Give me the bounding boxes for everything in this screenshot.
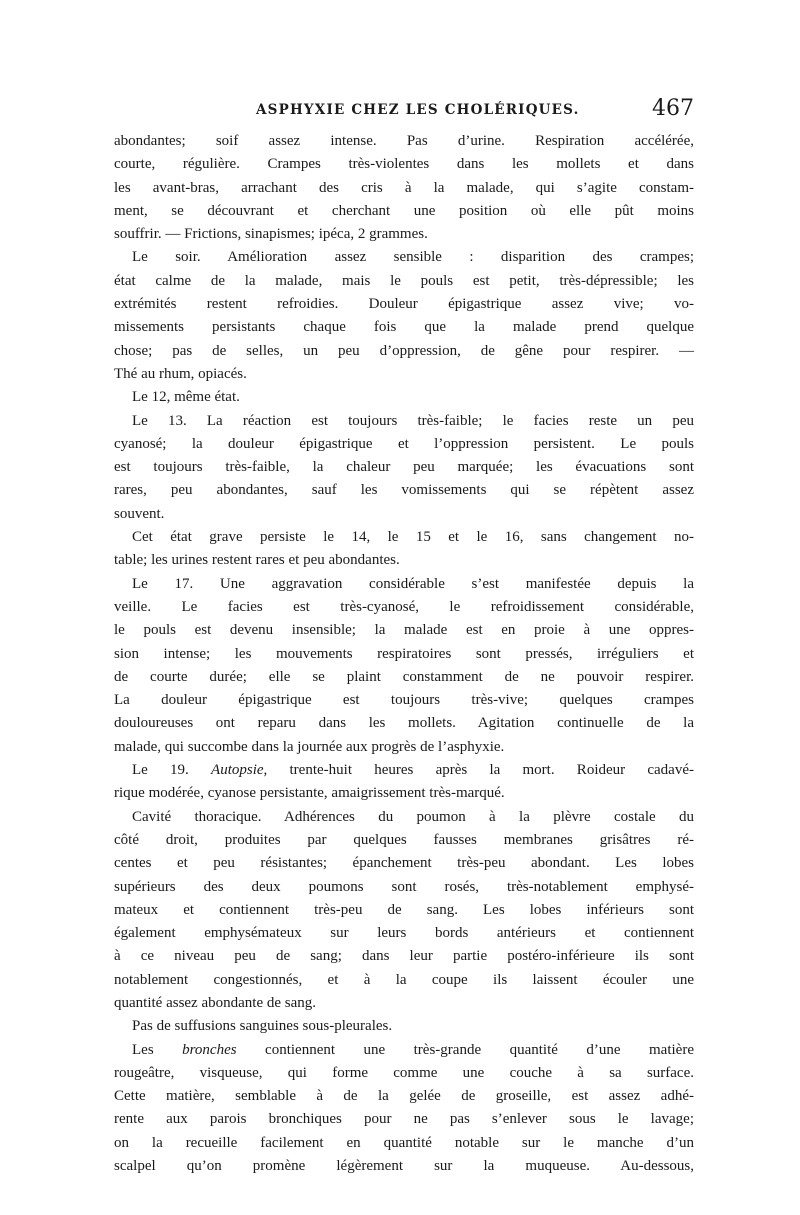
- text-line: veille. Le facies est très-cyanosé, le refroidissement considérable,: [114, 598, 694, 615]
- text-line: également emphysémateux sur leurs bords antérieurs et contiennent: [114, 925, 694, 942]
- text-line: Cavité thoracique. Adhérences du poumon à la plèvre costale du: [132, 808, 694, 825]
- text-line: on la recueille facilement en quantité notable sur le manche d’un: [114, 1134, 694, 1151]
- text-line: les avant-bras, arrachant des cris à la malade, qui s’agite constam-: [114, 179, 694, 196]
- text-line: Le 13. La réaction est toujours très-faible; le facies reste un peu: [132, 412, 694, 429]
- text-line: Cette matière, semblable à de la gelée de groseille, est assez adhé-: [114, 1088, 694, 1105]
- text-segment: Le 19.: [132, 762, 212, 779]
- text-segment: contiennent une très-grande quantité d’une matière: [236, 1041, 694, 1058]
- text-line: rique modérée, cyanose persistante, amaigrissement très-marqué.: [114, 785, 505, 802]
- text-line: sion intense; les mouvements respiratoires sont pressés, irréguliers et: [114, 645, 694, 662]
- text-line: cyanosé; la douleur épigastrique et l’oppression persistent. Le pouls: [114, 435, 694, 452]
- text-line: douloureuses ont reparu dans les mollets. Agitation continuelle de la: [114, 715, 694, 732]
- text-segment: Les: [132, 1041, 183, 1058]
- text-line: le pouls est devenu insensible; la malade est en proie à une oppres-: [114, 622, 694, 639]
- body-text: [114, 130, 694, 1178]
- text-line: table; les urines restent rares et peu abondantes.: [114, 552, 400, 569]
- text-line: chose; pas de selles, un peu d’oppression, de gêne pour respirer. —: [114, 342, 694, 359]
- text-line: courte, régulière. Crampes très-violentes dans les mollets et dans: [114, 156, 694, 173]
- text-line: rares, peu abondantes, sauf les vomissements qui se répètent assez: [114, 482, 694, 499]
- text-line: supérieurs des deux poumons sont rosés, très-notablement emphysé-: [114, 878, 694, 895]
- text-line: ment, se découvrant et cherchant une position où elle pût moins: [114, 202, 694, 219]
- text-line: extrémités restent refroidies. Douleur épigastrique assez vive; vo-: [114, 296, 694, 313]
- text-line: scalpel qu’on promène légèrement sur la muqueuse. Au-dessous,: [114, 1158, 694, 1175]
- book-page: [114, 96, 694, 1178]
- text-line: mateux et contiennent très-peu de sang. Les lobes inférieurs sont: [114, 901, 694, 918]
- italic-term: bronches: [182, 1041, 237, 1058]
- text-line: rente aux parois bronchiques pour ne pas s’enlever sous le lavage;: [114, 1111, 694, 1128]
- text-line: Le 12, même état.: [132, 389, 240, 406]
- text-line: quantité assez abondante de sang.: [114, 994, 317, 1011]
- text-line: état calme de la malade, mais le pouls est petit, très-dépressible; les: [114, 272, 694, 289]
- text-line: [114, 1039, 694, 1062]
- text-line: côté droit, produites par quelques fausses membranes grisâtres ré-: [114, 831, 694, 848]
- italic-term: Autopsie: [211, 762, 264, 779]
- text-line: Pas de suffusions sanguines sous-pleurales.: [132, 1018, 393, 1035]
- text-line: notablement congestionnés, et à la coupe ils laissent écouler une: [114, 971, 694, 988]
- text-line: souvent.: [114, 505, 165, 522]
- text-line: Le soir. Amélioration assez sensible : disparition des crampes;: [132, 249, 694, 266]
- running-head: ASPHYXIE CHEZ LES CHOLÉRIQUES.: [256, 102, 580, 118]
- text-line: de courte durée; elle se plaint constamment de ne pouvoir respirer.: [114, 668, 694, 685]
- text-line: Thé au rhum, opiacés.: [114, 365, 247, 382]
- text-line: Le 17. Une aggravation considérable s’est manifestée depuis la: [132, 575, 694, 592]
- page-number: 467: [652, 96, 694, 121]
- page-header: [114, 96, 694, 130]
- text-line: rougeâtre, visqueuse, qui forme comme une couche à sa surface.: [114, 1064, 694, 1081]
- text-line: La douleur épigastrique est toujours très-vive; quelques crampes: [114, 692, 694, 709]
- text-line: centes et peu résistantes; épanchement très-peu abondant. Les lobes: [114, 855, 694, 872]
- text-line: malade, qui succombe dans la journée aux progrès de l’asphyxie.: [114, 738, 505, 755]
- text-line: souffrir. — Frictions, sinapismes; ipéca, 2 grammes.: [114, 226, 428, 243]
- text-line: [114, 759, 694, 782]
- text-line: Cet état grave persiste le 14, le 15 et le 16, sans changement no-: [132, 529, 694, 546]
- text-segment: , trente-huit heures après la mort. Roideur cadavé-: [263, 762, 694, 779]
- text-line: abondantes; soif assez intense. Pas d’urine. Respiration accélérée,: [114, 133, 694, 149]
- text-line: à ce niveau peu de sang; dans leur partie postéro-inférieure ils sont: [114, 948, 694, 965]
- text-line: missements persistants chaque fois que la malade prend quelque: [114, 319, 694, 336]
- text-line: est toujours très-faible, la chaleur peu marquée; les évacuations sont: [114, 459, 694, 476]
